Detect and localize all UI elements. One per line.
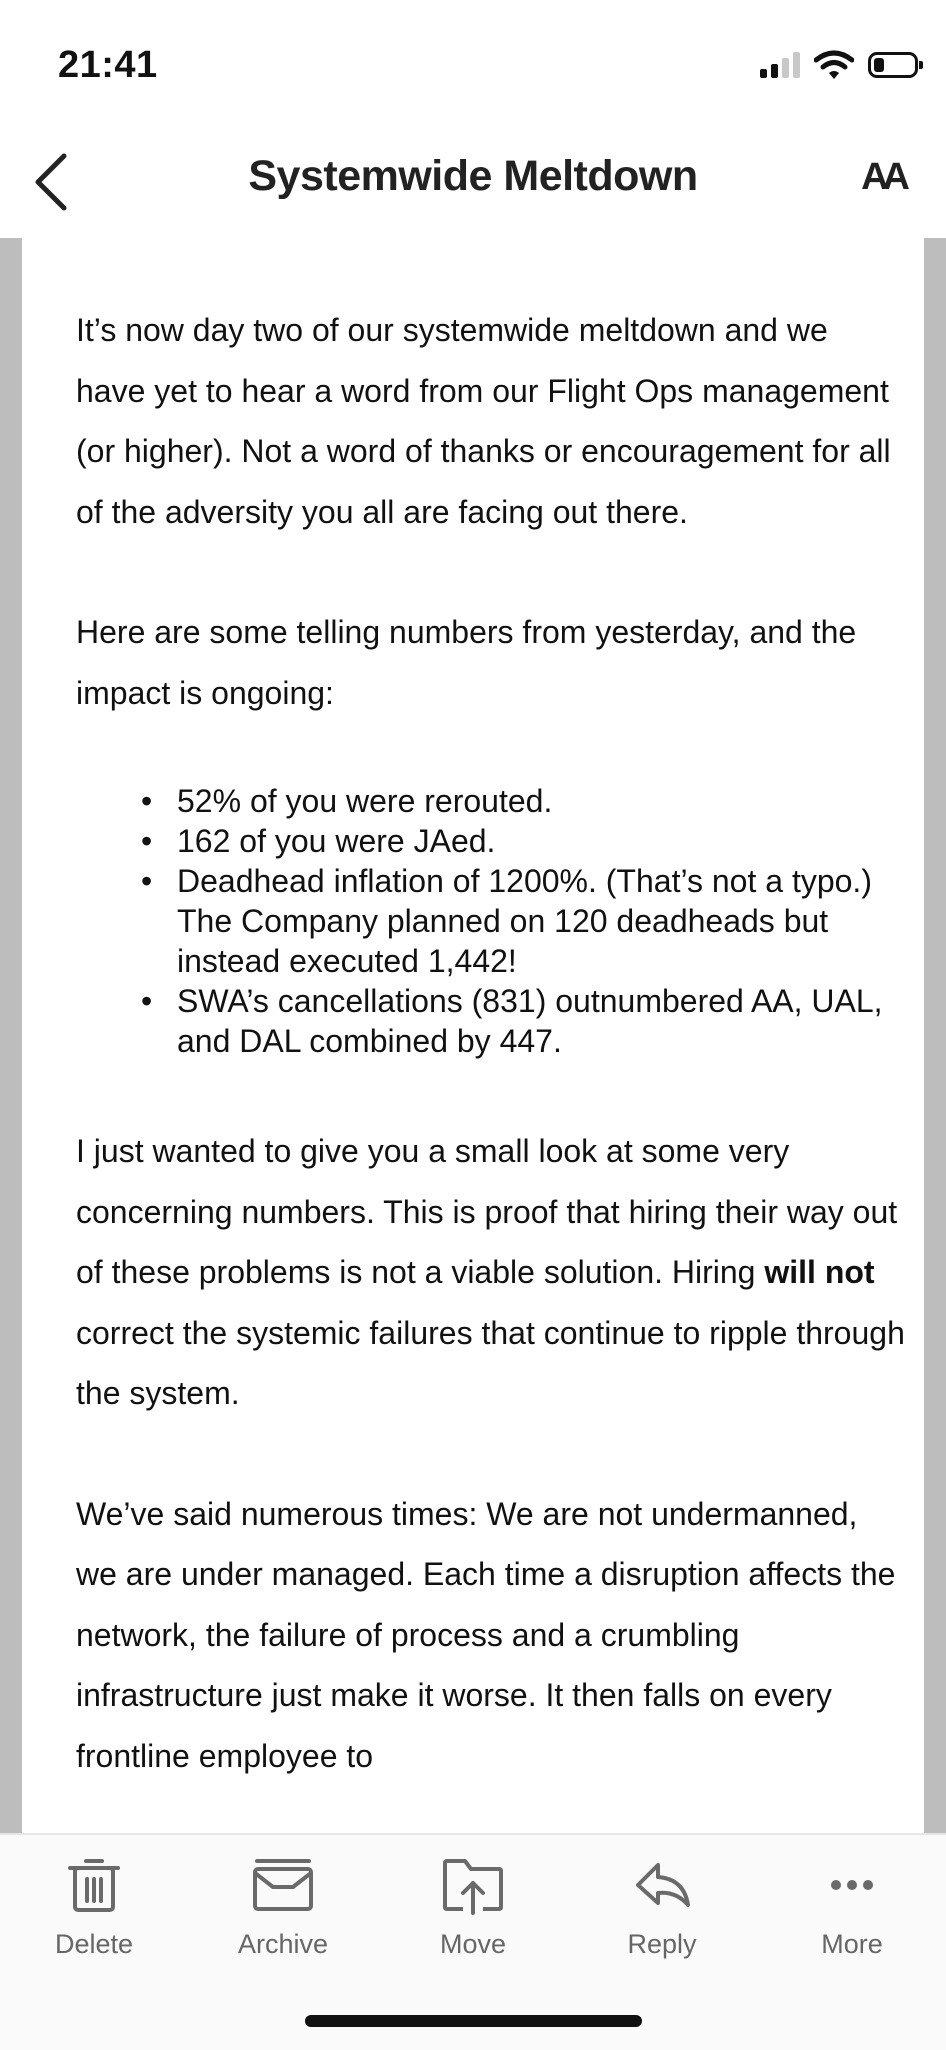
ellipsis-icon xyxy=(822,1855,882,1915)
status-time: 21:41 xyxy=(58,44,158,86)
reply-button[interactable] xyxy=(587,1855,737,1960)
paragraph-3-text-b: correct the systemic failures that continue to ripple through the system. xyxy=(76,1314,905,1411)
text-size-button[interactable]: AA xyxy=(861,156,904,198)
status-icons xyxy=(760,50,918,80)
paragraph-3-bold: will not xyxy=(764,1254,875,1290)
list-item: • 52% of you were rerouted. xyxy=(141,781,906,821)
reply-arrow-icon xyxy=(632,1855,692,1915)
home-indicator[interactable] xyxy=(305,2015,642,2027)
archive-label: Archive xyxy=(237,1929,329,1959)
cellular-signal-icon xyxy=(760,52,800,78)
move-label: Move xyxy=(439,1929,507,1959)
more-label: More xyxy=(821,1929,883,1959)
list-item: • 162 of you were JAed. xyxy=(141,821,906,861)
wifi-icon xyxy=(814,50,854,80)
paragraph-3-text-a: I just wanted to give you a small look at some very concerning numbers. This is proof that hiring their way out of these problems is not a viable solution. Hiring xyxy=(76,1133,898,1290)
bottom-toolbar xyxy=(0,1833,946,2050)
reply-label: Reply xyxy=(627,1929,697,1959)
list-item: • SWA’s cancellations (831) outnumbered AA, UAL, and DAL combined by 447. xyxy=(141,981,906,1061)
paragraph-4: We’ve said numerous times: We are not undermanned, we are under managed. Each time a disruption affects the network, the failure of process and a crumbling infrastructure just make it worse. It then falls on every frontline employee to xyxy=(76,1495,896,1774)
more-button[interactable] xyxy=(777,1855,927,1960)
archive-box-icon xyxy=(251,1855,315,1915)
trash-icon xyxy=(66,1855,122,1915)
list-item: • Deadhead inflation of 1200%. (That’s not a typo.) The Company planned on 120 deadheads but instead executed 1,442! xyxy=(141,861,906,981)
folder-upload-icon xyxy=(441,1855,505,1915)
move-button[interactable] xyxy=(398,1855,548,1960)
paragraph-1: It’s now day two of our systemwide meltdown and we have yet to hear a word from our Flight Ops management (or higher). Not a word of thanks or encouragement for all of the adversity you all are facing out there. xyxy=(76,312,891,530)
stats-list xyxy=(76,781,906,1061)
delete-label: Delete xyxy=(54,1929,134,1959)
delete-button[interactable] xyxy=(19,1855,169,1960)
status-bar xyxy=(0,0,946,130)
email-content-frame xyxy=(0,238,946,1833)
nav-bar xyxy=(0,130,946,238)
email-subject-title: Systemwide Meltdown xyxy=(248,152,698,200)
paragraph-3 xyxy=(76,1121,906,1424)
paragraph-2: Here are some telling numbers from yesterday, and the impact is ongoing: xyxy=(76,614,857,711)
email-body xyxy=(76,300,906,1786)
battery-icon xyxy=(868,52,918,78)
email-page[interactable] xyxy=(22,238,924,1833)
archive-button[interactable] xyxy=(208,1855,358,1960)
